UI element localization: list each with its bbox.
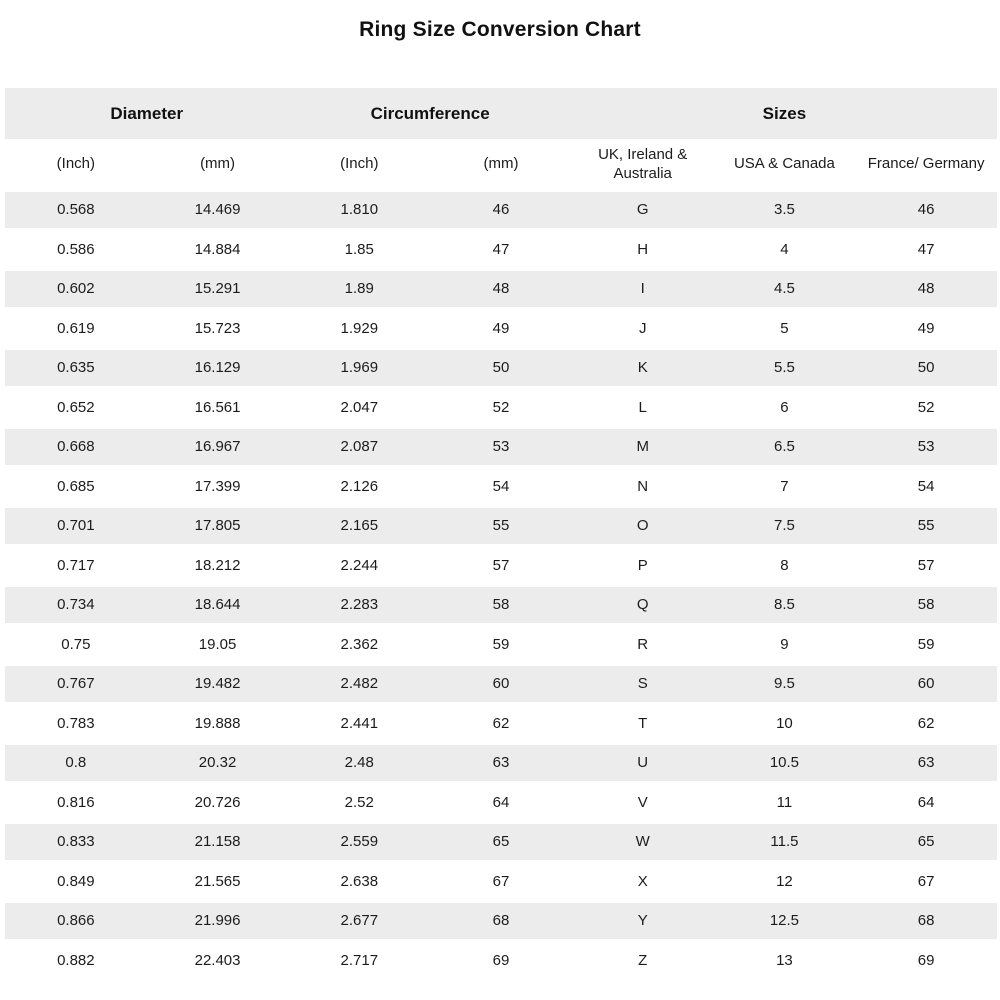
table-cell: 69 [492,951,510,969]
table-cell: 0.866 [57,912,95,930]
table-cell: 5.5 [773,359,795,377]
table-row [5,625,997,665]
table-cell: 49 [917,319,935,337]
table-cell: 4 [780,240,789,258]
table-cell: 21.996 [194,912,241,930]
table-row [5,388,997,428]
table-row [5,664,997,704]
table-cell: 0.767 [57,675,95,693]
table-cell: 0.685 [57,477,95,495]
table-cell: 2.165 [340,517,379,535]
table-cell: 52 [917,398,935,416]
table-cell: R [637,635,649,653]
table-cell: 63 [492,754,510,772]
table-cell: 1.969 [340,359,379,377]
table-row [5,822,997,862]
table-cell: 0.816 [57,793,95,811]
table-cell: 9.5 [773,675,795,693]
table-cell: 46 [917,201,935,219]
table-cell: 2.482 [340,675,379,693]
table-cell: 50 [492,359,510,377]
table-cell: 2.087 [340,438,379,456]
table-cell: W [635,833,650,851]
table-cell: 63 [917,754,935,772]
table-cell: L [638,398,647,416]
table-cell: 20.32 [198,754,237,772]
table-row [5,230,997,270]
table-cell: 0.568 [57,201,95,219]
table-cell: 67 [492,872,510,890]
table-cell: 13 [776,951,793,969]
table-cell: 0.882 [57,951,95,969]
group-header-diameter: Diameter [110,103,184,123]
table-cell: 0.652 [57,398,95,416]
table-cell: 59 [492,635,510,653]
table-cell: 6 [780,398,789,416]
table-cell: 0.635 [57,359,95,377]
table-row [5,348,997,388]
table-cell: 22.403 [194,951,241,969]
table-cell: 65 [917,833,935,851]
table-cell: 1.89 [344,280,374,298]
table-cell: 54 [917,477,935,495]
table-cell: 15.291 [194,280,241,298]
table-cell: 9 [780,635,789,653]
table-cell: S [637,675,648,693]
table-cell: 2.48 [344,754,374,772]
page-title: Ring Size Conversion Chart [359,18,641,41]
table-cell: 55 [492,517,510,535]
column-header-diameter-mm: (mm) [200,155,236,173]
table-cell: 2.283 [340,596,379,614]
table-cell: 8.5 [773,596,795,614]
column-header-circumference-mm: (mm) [483,155,519,173]
table-cell: 0.8 [65,754,87,772]
table-cell: 67 [917,872,935,890]
table-cell: 62 [492,714,510,732]
table-cell: 60 [917,675,935,693]
table-cell: 0.75 [61,635,91,653]
table-row [5,190,997,230]
table-cell: 2.638 [340,872,379,890]
table-cell: 0.701 [57,517,95,535]
column-header-uk-ireland-australia: UK, Ireland & Australia [598,145,688,182]
table-cell: 7 [780,477,789,495]
table-row [5,309,997,349]
table-cell: 11.5 [770,833,799,851]
table-cell: 50 [917,359,935,377]
table-cell: 62 [917,714,935,732]
table-cell: 2.52 [344,793,374,811]
table-row [5,704,997,744]
group-header-sizes: Sizes [762,103,807,123]
table-row [5,269,997,309]
table-cell: N [637,477,649,495]
table-cell: 21.158 [194,833,241,851]
table-body [5,190,997,980]
table-cell: 1.810 [340,201,379,219]
table-cell: 16.967 [194,438,241,456]
table-cell: 49 [492,319,510,337]
table-row [5,941,997,981]
column-header-diameter-inch: (Inch) [56,155,96,173]
table-cell: 20.726 [194,793,241,811]
conversion-table [5,88,997,980]
table-row [5,546,997,586]
table-cell: 0.586 [57,240,95,258]
table-cell: 17.805 [194,517,241,535]
table-cell: 2.717 [340,951,379,969]
table-cell: 18.644 [194,596,241,614]
table-cell: O [636,517,649,535]
table-cell: 10.5 [769,754,800,772]
table-cell: 18.212 [194,556,241,574]
table-cell: 68 [917,912,935,930]
table-cell: 7.5 [773,517,795,535]
table-cell: 0.849 [57,872,95,890]
table-cell: 19.482 [194,675,241,693]
table-row [5,862,997,902]
table-cell: P [637,556,648,574]
table-cell: 8 [780,556,789,574]
table-cell: 55 [917,517,935,535]
table-cell: 16.561 [194,398,241,416]
table-cell: 47 [917,240,935,258]
table-cell: 1.85 [344,240,374,258]
table-cell: 11 [776,793,793,811]
table-cell: 52 [492,398,510,416]
table-cell: 19.888 [194,714,241,732]
table-cell: H [637,240,649,258]
table-cell: 53 [492,438,510,456]
table-cell: 2.126 [340,477,379,495]
table-cell: 19.05 [198,635,237,653]
table-row [5,467,997,507]
table-row [5,783,997,823]
table-cell: 2.677 [340,912,379,930]
table-cell: 46 [492,201,510,219]
table-cell: G [636,201,649,219]
table-cell: 48 [492,280,510,298]
table-cell: 16.129 [194,359,241,377]
table-row [5,427,997,467]
table-cell: 4.5 [773,280,795,298]
table-cell: Z [638,951,648,969]
table-cell: 60 [492,675,510,693]
table-cell: 0.602 [57,280,95,298]
table-cell: 0.668 [57,438,95,456]
table-cell: I [640,280,645,298]
column-header-usa-canada: USA & Canada [733,155,835,173]
table-cell: Q [636,596,649,614]
table-cell: 65 [492,833,510,851]
table-cell: 12 [776,872,793,890]
table-cell: Y [637,912,648,930]
column-header-circumference-inch: (Inch) [340,155,379,173]
table-cell: 17.399 [194,477,241,495]
table-cell: 59 [917,635,935,653]
column-header-france-germany: France/ Germany [867,155,985,173]
table-cell: 57 [917,556,935,574]
table-cell: 2.559 [340,833,379,851]
group-header-circumference: Circumference [370,103,490,123]
table-cell: 12.5 [769,912,800,930]
table-cell: 64 [917,793,935,811]
table-cell: 57 [492,556,510,574]
table-cell: 58 [917,596,935,614]
table-cell: 6.5 [773,438,795,456]
table-cell: 54 [492,477,510,495]
table-cell: 5 [780,319,789,337]
group-header-row [5,88,997,139]
table-row [5,901,997,941]
table-cell: 10 [776,714,793,732]
table-cell: 53 [917,438,935,456]
table-cell: 64 [492,793,510,811]
table-cell: 21.565 [194,872,241,890]
table-cell: 14.884 [194,240,241,258]
table-cell: M [636,438,649,456]
table-row [5,506,997,546]
table-cell: 3.5 [773,201,795,219]
column-header-row [5,139,997,190]
table-cell: 47 [492,240,510,258]
table-cell: V [637,793,648,811]
table-cell: 2.441 [340,714,379,732]
table-cell: 2.244 [340,556,379,574]
table-cell: 0.619 [57,319,95,337]
table-cell: 2.362 [340,635,379,653]
table-cell: 69 [917,951,935,969]
table-cell: 48 [917,280,935,298]
table-cell: 15.723 [194,319,241,337]
table-cell: U [637,754,649,772]
table-cell: J [638,319,647,337]
table-cell: 68 [492,912,510,930]
table-row [5,743,997,783]
table-cell: 0.833 [57,833,95,851]
table-cell: T [638,714,648,732]
table-cell: 58 [492,596,510,614]
table-row [5,585,997,625]
table-cell: 0.734 [57,596,95,614]
table-cell: 1.929 [340,319,379,337]
table-cell: X [637,872,648,890]
table-cell: 2.047 [340,398,379,416]
table-cell: 14.469 [194,201,241,219]
table-cell: 0.717 [57,556,95,574]
table-cell: K [637,359,648,377]
table-cell: 0.783 [57,714,95,732]
